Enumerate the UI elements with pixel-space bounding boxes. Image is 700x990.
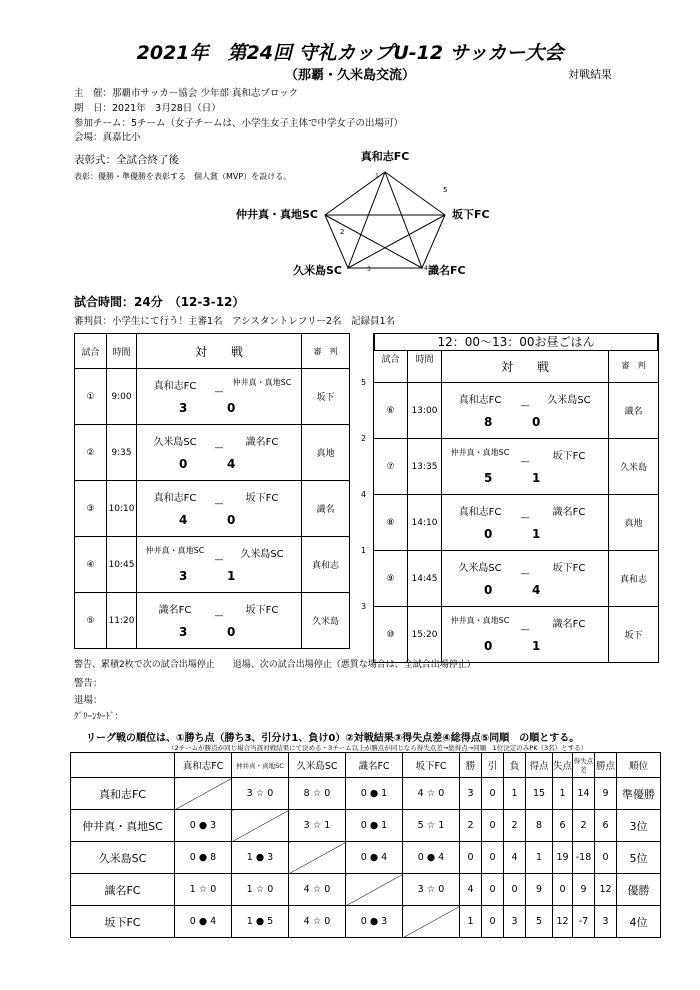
match-time: 10:45	[107, 537, 137, 593]
team-home: 久米島SC	[153, 437, 197, 448]
standings-row	[71, 778, 661, 810]
column-header: 順位	[617, 753, 661, 778]
header-ref: 審 判	[302, 334, 350, 369]
team-label: 仲井真・真地SC	[236, 208, 318, 221]
header-time: 時間	[408, 334, 442, 383]
rotation-number: 5	[361, 378, 367, 387]
result-cell: 1 ☆ 0	[175, 874, 232, 906]
match-cell	[442, 607, 609, 663]
team-away: 識名FC	[245, 437, 279, 448]
team-name: 仲井真・真地SC	[71, 810, 175, 842]
stat-ga: 1	[553, 778, 573, 810]
stat-gf: 9	[526, 874, 553, 906]
score-home: 0	[179, 457, 188, 471]
stat-pts: 6	[595, 810, 617, 842]
team-name: 識名FC	[71, 874, 175, 906]
match-row	[374, 383, 659, 439]
match-number: ①	[75, 369, 107, 425]
score-away: 0	[532, 415, 541, 429]
team-away: 坂下FC	[552, 563, 586, 574]
team-home: 仲井真・真地SC	[145, 546, 205, 555]
header-no: 試合	[374, 334, 408, 383]
stat-pts: 0	[595, 842, 617, 874]
team-away: 坂下FC	[552, 451, 586, 462]
edge-label: 1	[375, 173, 379, 180]
result-cell: 0 ● 3	[175, 810, 232, 842]
standings-row	[71, 874, 661, 906]
match-time: 15:20	[408, 607, 442, 663]
edge-label: 5	[443, 186, 448, 194]
score-home: 0	[484, 527, 493, 541]
match-row	[75, 593, 350, 649]
result-cell	[403, 906, 460, 938]
stat-gf: 8	[526, 810, 553, 842]
vs-dash: —	[214, 611, 224, 621]
score-home: 4	[179, 513, 188, 527]
rank: 準優勝	[617, 778, 661, 810]
rank: 優勝	[617, 874, 661, 906]
score-away: 0	[227, 625, 236, 639]
match-row	[75, 481, 350, 537]
team-away: 坂下FC	[245, 493, 279, 504]
stat-d: 0	[482, 778, 504, 810]
match-cell	[137, 593, 302, 649]
match-cell	[137, 537, 302, 593]
team-away: 久米島SC	[240, 549, 284, 560]
stat-pts: 3	[595, 906, 617, 938]
rank: 4位	[617, 906, 661, 938]
match-time: 14:45	[408, 551, 442, 607]
referee-team: 真和志	[609, 551, 659, 607]
match-cell	[137, 425, 302, 481]
page-subtitle: （那覇・久米島交流）	[284, 68, 415, 83]
match-time: 試合時間：24分 （12-3-12）	[74, 295, 245, 309]
stat-ga: 12	[553, 906, 573, 938]
vs-dash: —	[520, 401, 530, 411]
league-rule: リーグ戦の順位は、①勝ち点（勝ち3、引分け1、負け0）②対戦結果③得失点差④総得点⑤同順 の順とする。	[86, 733, 580, 744]
pentagon-diagram	[230, 140, 540, 290]
stat-l: 4	[504, 842, 526, 874]
corner-cell	[71, 753, 175, 778]
result-cell: 1 ● 3	[232, 842, 289, 874]
stat-d: 0	[482, 810, 504, 842]
result-cell: 1 ● 5	[232, 906, 289, 938]
result-cell: 0 ● 4	[403, 842, 460, 874]
vs-dash: —	[520, 457, 530, 467]
vs-dash: —	[214, 387, 224, 397]
stat-gd: 14	[573, 778, 595, 810]
result-label: 対戦結果	[568, 68, 612, 81]
match-cell	[137, 369, 302, 425]
stat-gd: -18	[573, 842, 595, 874]
rank: 5位	[617, 842, 661, 874]
match-number: ④	[75, 537, 107, 593]
header-match: 対 戦	[137, 334, 302, 369]
rotation-number: 2	[361, 434, 367, 443]
score-away: 4	[227, 457, 236, 471]
match-time: 14:10	[408, 495, 442, 551]
score-home: 3	[179, 625, 188, 639]
stat-pts: 12	[595, 874, 617, 906]
stat-d: 0	[482, 874, 504, 906]
score-home: 5	[484, 471, 493, 485]
stat-d: 0	[482, 906, 504, 938]
result-cell: 3 ☆ 1	[289, 810, 346, 842]
result-cell	[289, 842, 346, 874]
stat-w: 2	[460, 810, 482, 842]
team-home: 真和志FC	[458, 507, 502, 518]
stat-w: 0	[460, 842, 482, 874]
team-home: 真和志FC	[458, 395, 502, 406]
team-home: 識名FC	[158, 605, 192, 616]
team-label: 久米島SC	[293, 264, 342, 277]
result-cell: 8 ☆ 0	[289, 778, 346, 810]
lunch-banner: 12：00～13：00お昼ごはん	[374, 334, 658, 351]
referee-team: 真地	[302, 425, 350, 481]
stat-l: 3	[504, 906, 526, 938]
match-row	[374, 439, 659, 495]
score-home: 3	[179, 401, 188, 415]
warning-label: 警告：	[74, 678, 103, 689]
match-time: 9:35	[107, 425, 137, 481]
referee-team: 識名	[609, 383, 659, 439]
score-home: 0	[484, 583, 493, 597]
card-rule: 警告、累積2枚で次の試合出場停止 退場、次の試合出場停止（悪質な場合は、全試合出場停止）	[74, 660, 476, 670]
stat-ga: 0	[553, 874, 573, 906]
rotation-number: 4	[361, 490, 367, 499]
team-home: 真和志FC	[153, 381, 197, 392]
referee-team: 真和志	[302, 537, 350, 593]
column-header: 勝点	[595, 753, 617, 778]
stat-ga: 19	[553, 842, 573, 874]
result-cell: 1 ☆ 0	[232, 874, 289, 906]
result-cell	[346, 874, 403, 906]
award: 表彰式：全試合終了後	[74, 154, 179, 166]
edge-label: 4	[424, 265, 428, 272]
match-number: ⑤	[75, 593, 107, 649]
rotation-number: 3	[361, 602, 367, 611]
match-time: 10:10	[107, 481, 137, 537]
match-row	[75, 369, 350, 425]
score-away: 1	[532, 471, 541, 485]
team-label: 真和志FC	[360, 150, 410, 163]
schedule-table-right	[373, 333, 659, 663]
score-away: 1	[532, 527, 541, 541]
column-header: 失点	[553, 753, 573, 778]
stat-pts: 9	[595, 778, 617, 810]
stat-d: 0	[482, 842, 504, 874]
header-match: 12：00～13：00お昼ごはん 対 戦	[442, 334, 609, 383]
standings-row	[71, 810, 661, 842]
stat-ga: 6	[553, 810, 573, 842]
team-name: 坂下FC	[71, 906, 175, 938]
organizer: 主 催：那覇市サッカー協会 少年部 真和志ブロック	[74, 88, 299, 99]
rank: 3位	[617, 810, 661, 842]
venue: 会場：真嘉比小	[74, 132, 141, 143]
column-header: 引	[482, 753, 504, 778]
column-header: 真和志FC	[175, 753, 232, 778]
match-number: ⑩	[374, 607, 408, 663]
edge-label: 3	[367, 266, 371, 273]
column-header: 仲井真・真地SC	[232, 753, 289, 778]
league-note: （2チームが勝点が同じ場合当該対戦結果にて決める・3チーム以上が勝点が同じなら得失点差→総得点→同順 1位決定のみPK（3名）とする）	[168, 744, 588, 752]
vs-dash: —	[520, 569, 530, 579]
header-time: 時間	[107, 334, 137, 369]
column-header: 坂下FC	[403, 753, 460, 778]
standings-table	[70, 752, 661, 938]
exit-label: 退場：	[74, 695, 103, 706]
stat-w: 1	[460, 906, 482, 938]
match-cell	[442, 439, 609, 495]
match-number: ⑧	[374, 495, 408, 551]
match-row	[374, 551, 659, 607]
match-row	[374, 607, 659, 663]
score-home: 0	[484, 639, 493, 653]
team-away: 識名FC	[552, 619, 586, 630]
column-header: 得点	[526, 753, 553, 778]
edge-label: 2	[340, 228, 345, 236]
result-cell: 0 ● 3	[346, 906, 403, 938]
vs-dash: —	[520, 513, 530, 523]
team-name: 久米島SC	[71, 842, 175, 874]
result-cell: 0 ● 8	[175, 842, 232, 874]
referee-team: 久米島	[609, 439, 659, 495]
vs-dash: —	[214, 443, 224, 453]
team-home: 仲井真・真地SC	[450, 616, 510, 625]
referee-team: 坂下	[609, 607, 659, 663]
result-cell: 0 ● 4	[346, 842, 403, 874]
match-cell	[442, 495, 609, 551]
green-card-label: ｸﾞﾘｰﾝｶｰﾄﾞ：	[74, 712, 124, 722]
result-cell: 5 ☆ 1	[403, 810, 460, 842]
standings-row	[71, 906, 661, 938]
result-cell: 4 ☆ 0	[403, 778, 460, 810]
team-away: 識名FC	[552, 507, 586, 518]
stat-gd: 2	[573, 810, 595, 842]
result-cell	[175, 778, 232, 810]
match-number: ③	[75, 481, 107, 537]
score-away: 4	[532, 583, 541, 597]
score-away: 1	[227, 569, 236, 583]
result-cell: 4 ☆ 0	[289, 906, 346, 938]
header-ref: 審 判	[609, 334, 659, 383]
team-home: 久米島SC	[458, 563, 502, 574]
score-home: 8	[484, 415, 493, 429]
standings-row	[71, 842, 661, 874]
team-away: 坂下FC	[245, 605, 279, 616]
result-cell: 3 ☆ 0	[232, 778, 289, 810]
column-header: 久米島SC	[289, 753, 346, 778]
team-away: 仲井真・真地SC	[232, 378, 292, 387]
match-number: ⑥	[374, 383, 408, 439]
match-row	[75, 537, 350, 593]
date: 期 日：2021年 3月28日（日）	[74, 103, 221, 114]
team-label: 坂下FC	[452, 208, 490, 221]
vs-dash: —	[214, 555, 224, 565]
rotation-number: 1	[361, 546, 367, 555]
match-cell	[442, 383, 609, 439]
stat-gf: 1	[526, 842, 553, 874]
referee-team: 久米島	[302, 593, 350, 649]
score-away: 0	[227, 401, 236, 415]
column-header: 勝	[460, 753, 482, 778]
stat-gf: 15	[526, 778, 553, 810]
team-away: 久米島SC	[547, 395, 591, 406]
stat-gd: 9	[573, 874, 595, 906]
referee-team: 坂下	[302, 369, 350, 425]
column-header: 識名FC	[346, 753, 403, 778]
result-cell	[232, 810, 289, 842]
vs-dash: —	[520, 625, 530, 635]
referee-team: 識名	[302, 481, 350, 537]
page-title: 2021年 第24回 守礼カップU-12 サッカー大会	[136, 42, 564, 64]
stat-w: 3	[460, 778, 482, 810]
stat-l: 0	[504, 874, 526, 906]
result-cell: 3 ☆ 0	[403, 874, 460, 906]
match-time: 13:00	[408, 383, 442, 439]
stat-l: 2	[504, 810, 526, 842]
match-number: ②	[75, 425, 107, 481]
score-away: 0	[227, 513, 236, 527]
stat-l: 1	[504, 778, 526, 810]
stat-w: 4	[460, 874, 482, 906]
score-away: 1	[532, 639, 541, 653]
schedule-table-left	[74, 333, 350, 649]
match-row	[374, 495, 659, 551]
match-number: ⑨	[374, 551, 408, 607]
column-header: 負	[504, 753, 526, 778]
stat-gd: -7	[573, 906, 595, 938]
match-time: 9:00	[107, 369, 137, 425]
vs-dash: —	[214, 499, 224, 509]
match-time: 11:20	[107, 593, 137, 649]
team-label: 識名FC	[428, 264, 466, 277]
result-cell: 4 ☆ 0	[289, 874, 346, 906]
participants: 参加チーム：5チーム（女子チームは、小学生女子主体で中学女子の出場可）	[74, 118, 404, 129]
result-cell: 0 ● 1	[346, 778, 403, 810]
result-cell: 0 ● 4	[175, 906, 232, 938]
match-cell	[442, 551, 609, 607]
referee-team: 真地	[609, 495, 659, 551]
team-home: 真和志FC	[153, 493, 197, 504]
score-home: 3	[179, 569, 188, 583]
team-home: 仲井真・真地SC	[450, 448, 510, 457]
referee-info: 審判員：小学生にて行う！主審1名 アシスタントレフリー2名 記録員1名	[74, 316, 396, 327]
team-name: 真和志FC	[71, 778, 175, 810]
match-row	[75, 425, 350, 481]
award-note: 表彰：優勝・準優勝を表彰する 個人賞（MVP）を設ける。	[74, 172, 292, 181]
header-no: 試合	[75, 334, 107, 369]
match-cell	[137, 481, 302, 537]
match-time: 13:35	[408, 439, 442, 495]
result-cell: 0 ● 1	[346, 810, 403, 842]
stat-gf: 5	[526, 906, 553, 938]
column-header: 得失点差	[573, 753, 595, 778]
match-number: ⑦	[374, 439, 408, 495]
